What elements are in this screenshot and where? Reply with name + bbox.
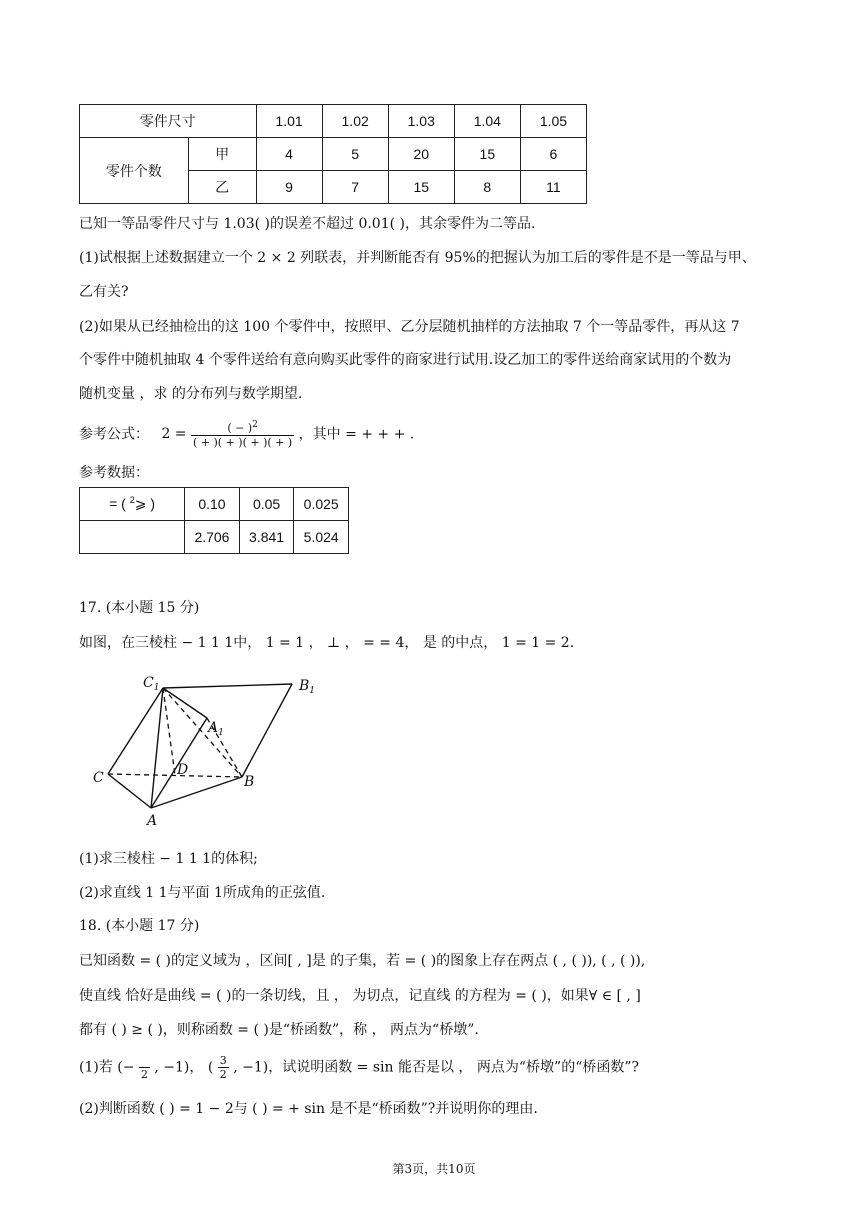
count-cell: 4 <box>256 138 322 171</box>
frac2-den: 2 <box>219 1068 227 1081</box>
count-cell: 8 <box>454 171 520 204</box>
p18-q1 <box>79 1054 639 1081</box>
prob-cell: 0.025 <box>294 488 349 521</box>
critical-cell: 3.841 <box>239 521 294 554</box>
p17-title: 17. (本小题 15 分) <box>79 600 200 616</box>
critical-cell: 5.024 <box>294 521 349 554</box>
edge-c1-a1 <box>163 688 207 718</box>
count-cell: 11 <box>520 171 586 204</box>
edge-c-b-hidden <box>108 774 242 777</box>
size-cell: 1.03 <box>388 105 454 138</box>
p18-line1: 已知函数 = ( )的定义域为 ，区间[ , ]是 的子集，若 = ( )的图象上存在两点 ( , ( )), ( , ( )), <box>79 953 646 969</box>
p18-q1-post: , −1)，试说明函数 = sin 能否是以 ， 两点为“桥墩”的“桥函数”? <box>233 1059 640 1076</box>
prob-cell: 0.05 <box>239 488 294 521</box>
critical-cell: 2.706 <box>185 521 240 554</box>
size-header: 零件尺寸 <box>80 105 257 138</box>
label-c: C <box>93 770 104 786</box>
size-cell: 1.01 <box>256 105 322 138</box>
row-name-yi: 乙 <box>188 171 256 204</box>
edge-c-a <box>108 774 151 808</box>
p18-line3: 都有 ( ) ≥ ( )，则称函数 = ( )是“桥函数”，称 ， 两点为“桥墩”. <box>79 1022 479 1038</box>
prob-header-end: ⩾ ) <box>134 495 156 512</box>
formula-lhs: 2 = <box>161 426 187 443</box>
size-cell: 1.02 <box>322 105 388 138</box>
p16-q1-line1: (1)试根据上述数据建立一个 2 × 2 列联表，并判断能否有 95%的把握认为加工后的零件是不是一等品与甲、 <box>79 250 756 266</box>
p18-q1-mid: , −1)， ( <box>154 1059 214 1076</box>
label-a1: $A_1$ <box>208 720 224 738</box>
label-c1: $C_1$ <box>143 675 160 693</box>
p16-q2-line1: (2)如果从已经抽检出的这 100 个零件中，按照甲、乙分层随机抽样的方法抽取 7 个一等品零件，再从这 7 <box>79 319 740 335</box>
reference-formula <box>79 420 414 449</box>
p18-q1-frac2 <box>218 1054 229 1081</box>
p18-q1-pre: (1)若 (− <box>79 1059 135 1076</box>
row-name-jia: 甲 <box>188 138 256 171</box>
edge-c1-c <box>108 688 163 774</box>
count-header: 零件个数 <box>80 138 189 204</box>
count-cell: 6 <box>520 138 586 171</box>
edge-c1-a <box>151 688 163 808</box>
reference-data-table <box>79 487 349 554</box>
critical-header <box>80 521 185 554</box>
label-b: B <box>244 774 255 790</box>
formula-tail: ，其中 = + + + . <box>298 426 415 443</box>
p17-q1: (1)求三棱柱 − 1 1 1的体积; <box>79 851 258 867</box>
p18-q1-frac1 <box>139 1055 150 1081</box>
edge-b1-b <box>242 684 292 777</box>
prob-header <box>80 488 185 521</box>
formula-label: 参考公式： <box>79 426 149 443</box>
p18-q2: (2)判断函数 ( ) = 1 − 2与 ( ) = + sin 是不是“桥函数”?并说明你的理由. <box>79 1101 538 1117</box>
p16-q2-line3: 随机变量 ，求 的分布列与数学期望. <box>79 386 303 402</box>
p18-line2: 使直线 恰好是曲线 = ( )的一条切线，且 ， 为切点，记直线 的方程为 = ( )，如果∀ ∈ [ , ] <box>79 988 641 1004</box>
label-a: A <box>147 813 158 829</box>
p16-intro: 已知一等品零件尺寸与 1.03( )的误差不超过 0.01( )，其余零件为二等品. <box>79 216 536 232</box>
edge-c1-d-hidden <box>163 688 175 775</box>
p16-q2-line2: 个零件中随机抽取 4 个零件送给有意向购买此零件的商家进行试用.设乙加工的零件送给商家试用的个数为 <box>79 352 732 368</box>
label-d: D <box>177 762 189 778</box>
edge-c1-b1 <box>163 684 292 688</box>
formula-denominator: ( + )( + )( + )( + ) <box>193 435 293 449</box>
size-cell: 1.05 <box>520 105 586 138</box>
count-cell: 20 <box>388 138 454 171</box>
frac1-den: 2 <box>140 1067 148 1081</box>
count-cell: 7 <box>322 171 388 204</box>
count-cell: 15 <box>388 171 454 204</box>
frac1-num <box>139 1055 150 1068</box>
prism-figure <box>85 668 335 833</box>
p17-stem: 如图，在三棱柱 − 1 1 1中， 1 = 1 ， ⊥ ， = = 4， 是 的中点， 1 = 1 = 2. <box>79 635 575 651</box>
formula-numerator-exp: 2 <box>252 420 258 430</box>
prob-cell: 0.10 <box>185 488 240 521</box>
size-cell: 1.04 <box>454 105 520 138</box>
formula-numerator: ( − ) <box>227 421 253 435</box>
p17-q2: (2)求直线 1 1与平面 1所成角的正弦值. <box>79 885 326 901</box>
formula-fraction <box>191 420 294 449</box>
label-b1: $B_1$ <box>299 678 316 696</box>
edge-a-b <box>151 777 242 808</box>
frac2-num: 3 <box>219 1054 227 1067</box>
reference-data-label: 参考数据： <box>79 465 149 481</box>
size-count-table <box>79 104 587 204</box>
prob-header-text: = ( <box>109 495 130 512</box>
p16-q1-line2: 乙有关? <box>79 284 129 300</box>
count-cell: 9 <box>256 171 322 204</box>
count-cell: 15 <box>454 138 520 171</box>
page-footer: 第3页，共10页 <box>392 1162 476 1176</box>
prob-header-exp: 2 <box>129 495 135 506</box>
count-cell: 5 <box>322 138 388 171</box>
p18-title: 18. (本小题 17 分) <box>79 918 200 934</box>
edge-c1-b-hidden <box>163 688 242 777</box>
